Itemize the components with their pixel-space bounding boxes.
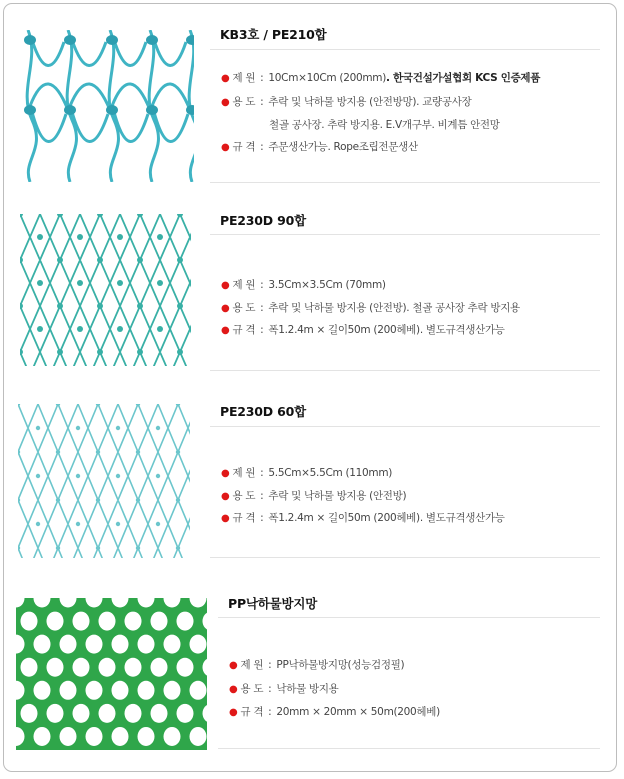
- divider: [210, 49, 600, 50]
- use-row: ● 용 도 : 추락 및 낙하물 방지용 (안전방): [221, 490, 407, 502]
- divider: [210, 426, 600, 427]
- bullet-icon: ●: [221, 325, 230, 336]
- bullet-icon: ●: [221, 491, 230, 502]
- divider: [210, 557, 600, 558]
- size-row: ● 규 격 : 폭1.2.4m × 길이50m (200헤베). 별도규격생산가능: [221, 324, 505, 336]
- bullet-icon: ●: [229, 660, 238, 671]
- bullet-icon: ●: [221, 468, 230, 479]
- spec-row: ● 제 원 : 5.5Cm×5.5Cm (110mm): [221, 467, 393, 479]
- bullet-icon: ●: [221, 280, 230, 291]
- divider: [218, 748, 600, 749]
- use-row: ● 용 도 : 추락 및 낙하물 방지용 (안전방망). 교량공사장: [221, 96, 472, 108]
- size-row: ● 규 격 : 주문생산가능. Rope조립전문생산: [221, 141, 418, 153]
- use-row: ● 용 도 : 낙하물 방지용: [229, 683, 339, 695]
- bullet-icon: ●: [221, 73, 230, 84]
- bullet-icon: ●: [229, 684, 238, 695]
- spec-row: ● 제 원 : PP낙하물방지망(성능검정필): [229, 659, 405, 671]
- product-title: PE230D 60합: [220, 404, 306, 419]
- product-image-pe230d-90: [20, 214, 191, 366]
- divider: [210, 370, 600, 371]
- spec-row: ● 제 원 : 3.5Cm×3.5Cm (70mm): [221, 279, 386, 291]
- size-row: ● 규 격 : 20mm × 20mm × 50m(200헤베): [229, 706, 440, 718]
- use-row-continued: 철골 공사장. 추락 방지용. E.V개구부. 비계틈 안전망: [269, 119, 500, 131]
- bullet-icon: ●: [229, 707, 238, 718]
- product-title: KB3호 / PE210합: [220, 27, 327, 42]
- bullet-icon: ●: [221, 513, 230, 524]
- bullet-icon: ●: [221, 303, 230, 314]
- bullet-icon: ●: [221, 97, 230, 108]
- product-title: PE230D 90합: [220, 213, 306, 228]
- product-image-kb3: [22, 30, 194, 182]
- use-row: ● 용 도 : 추락 및 낙하물 방지용 (안전방). 철골 공사장 추락 방지용: [221, 302, 520, 314]
- spec-row: ● 제 원 : 10Cm×10Cm (200mm). 한국건설가설협회 KCS 인증제품: [221, 72, 541, 84]
- product-image-pe230d-60: [18, 404, 190, 558]
- product-title: PP낙하물방지망: [228, 596, 318, 611]
- divider: [218, 617, 600, 618]
- divider: [210, 182, 600, 183]
- divider: [210, 234, 600, 235]
- bullet-icon: ●: [221, 142, 230, 153]
- product-image-pp-net: [16, 598, 207, 750]
- size-row: ● 규 격 : 폭1.2.4m × 길이50m (200헤베). 별도규격생산가능: [221, 512, 505, 524]
